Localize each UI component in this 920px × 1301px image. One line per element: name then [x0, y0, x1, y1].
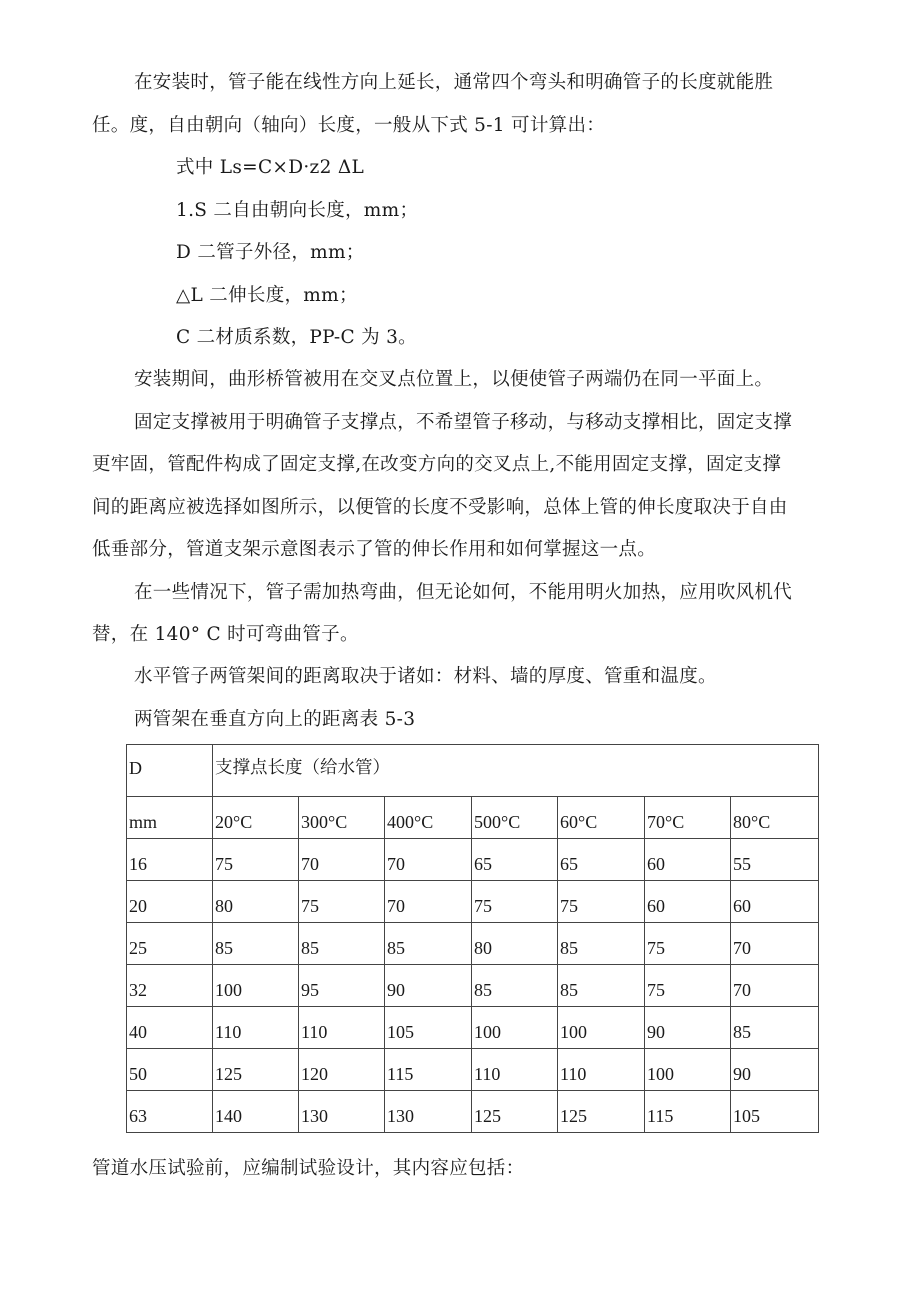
value-cell: 105 [731, 1091, 819, 1133]
value-cell: 85 [213, 923, 299, 965]
definition-d: D 二管子外径，mm； [176, 242, 365, 263]
table-row [127, 881, 819, 923]
temp-header: 70°C [645, 797, 731, 839]
header-support-length: 支撑点长度（给水管） [213, 745, 819, 797]
value-cell: 75 [213, 839, 299, 881]
table-row [127, 1091, 819, 1133]
diameter-cell: 20 [127, 881, 213, 923]
value-cell: 65 [472, 839, 558, 881]
value-cell: 100 [558, 1007, 645, 1049]
paragraph-1-line-1: 在安装时，管子能在线性方向上延长，通常四个弯头和明确管子的长度就能胜 [134, 72, 774, 93]
definition-delta-l: △L 二伸长度，mm； [176, 285, 358, 306]
value-cell: 55 [731, 839, 819, 881]
temp-header: 300°C [299, 797, 385, 839]
paragraph-4-line-2: 替，在 140° C 时可弯曲管子。 [92, 624, 359, 645]
value-cell: 125 [472, 1091, 558, 1133]
value-cell: 100 [472, 1007, 558, 1049]
value-cell: 110 [299, 1007, 385, 1049]
value-cell: 110 [558, 1049, 645, 1091]
value-cell: 65 [558, 839, 645, 881]
diameter-cell: 40 [127, 1007, 213, 1049]
value-cell: 75 [558, 881, 645, 923]
value-cell: 70 [731, 923, 819, 965]
value-cell: 80 [472, 923, 558, 965]
table-body [127, 839, 819, 1133]
paragraph-after-table: 管道水压试验前，应编制试验设计，其内容应包括： [92, 1158, 525, 1179]
diameter-cell: 16 [127, 839, 213, 881]
value-cell: 85 [472, 965, 558, 1007]
definition-c: C 二材质系数，PP-C 为 3。 [176, 327, 417, 348]
value-cell: 70 [385, 839, 472, 881]
value-cell: 75 [645, 965, 731, 1007]
paragraph-3-line-4: 低垂部分，管道支架示意图表示了管的伸长作用和如何掌握这一点。 [92, 539, 657, 560]
value-cell: 70 [731, 965, 819, 1007]
value-cell: 115 [645, 1091, 731, 1133]
value-cell: 120 [299, 1049, 385, 1091]
header-d: D [127, 745, 213, 797]
support-distance-table [126, 744, 819, 1133]
paragraph-1-line-2: 任。度，自由朝向（轴向）长度，一般从下式 5-1 可计算出： [92, 115, 606, 136]
value-cell: 85 [558, 965, 645, 1007]
value-cell: 140 [213, 1091, 299, 1133]
value-cell: 85 [385, 923, 472, 965]
temp-header: 60°C [558, 797, 645, 839]
value-cell: 70 [385, 881, 472, 923]
definition-ls: 1.S 二自由朝向长度，mm； [176, 200, 419, 221]
value-cell: 90 [385, 965, 472, 1007]
table-header-row [127, 745, 819, 797]
value-cell: 70 [299, 839, 385, 881]
temp-header: 500°C [472, 797, 558, 839]
value-cell: 60 [645, 839, 731, 881]
value-cell: 75 [645, 923, 731, 965]
paragraph-3-line-3: 间的距离应被选择如图所示，以便管的长度不受影响，总体上管的伸长度取决于自由 [92, 497, 788, 518]
value-cell: 130 [299, 1091, 385, 1133]
paragraph-3-line-2: 更牢固，管配件构成了固定支撑,在改变方向的交叉点上,不能用固定支撑，固定支撑 [92, 454, 782, 475]
table-row [127, 923, 819, 965]
value-cell: 75 [472, 881, 558, 923]
temp-header: 20°C [213, 797, 299, 839]
paragraph-3-line-1: 固定支撑被用于明确管子支撑点，不希望管子移动，与移动支撑相比，固定支撑 [134, 412, 793, 433]
diameter-cell: 63 [127, 1091, 213, 1133]
value-cell: 60 [645, 881, 731, 923]
value-cell: 100 [645, 1049, 731, 1091]
value-cell: 110 [213, 1007, 299, 1049]
table-caption: 两管架在垂直方向上的距离表 5-3 [134, 709, 416, 730]
value-cell: 60 [731, 881, 819, 923]
table-row [127, 1007, 819, 1049]
table-row [127, 965, 819, 1007]
value-cell: 90 [731, 1049, 819, 1091]
header-unit: mm [127, 797, 213, 839]
paragraph-5: 水平管子两管架间的距离取决于诸如：材料、墙的厚度、管重和温度。 [134, 666, 717, 687]
value-cell: 85 [299, 923, 385, 965]
value-cell: 100 [213, 965, 299, 1007]
table-row [127, 839, 819, 881]
value-cell: 90 [645, 1007, 731, 1049]
diameter-cell: 50 [127, 1049, 213, 1091]
value-cell: 105 [385, 1007, 472, 1049]
value-cell: 130 [385, 1091, 472, 1133]
value-cell: 115 [385, 1049, 472, 1091]
table-temperature-row [127, 797, 819, 839]
paragraph-4-line-1: 在一些情况下，管子需加热弯曲，但无论如何，不能用明火加热，应用吹风机代 [134, 582, 793, 603]
temp-header: 80°C [731, 797, 819, 839]
value-cell: 80 [213, 881, 299, 923]
formula: 式中 Ls=C×D·z2 ΔL [176, 157, 365, 178]
value-cell: 85 [558, 923, 645, 965]
value-cell: 85 [731, 1007, 819, 1049]
table-row [127, 1049, 819, 1091]
diameter-cell: 25 [127, 923, 213, 965]
value-cell: 110 [472, 1049, 558, 1091]
temp-header: 400°C [385, 797, 472, 839]
value-cell: 95 [299, 965, 385, 1007]
value-cell: 125 [558, 1091, 645, 1133]
value-cell: 75 [299, 881, 385, 923]
diameter-cell: 32 [127, 965, 213, 1007]
paragraph-2: 安装期间，曲形桥管被用在交叉点位置上，以便使管子两端仍在同一平面上。 [134, 369, 774, 390]
value-cell: 125 [213, 1049, 299, 1091]
